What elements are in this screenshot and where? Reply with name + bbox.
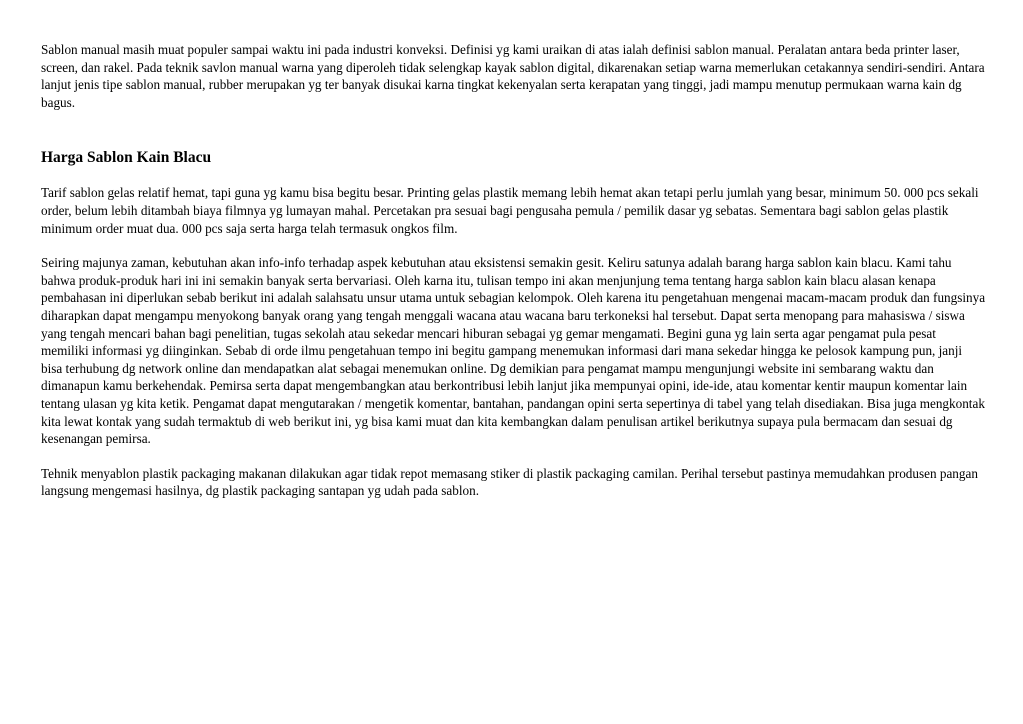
- section-heading: Harga Sablon Kain Blacu: [41, 149, 212, 167]
- intro-paragraph: Sablon manual masih muat populer sampai waktu ini pada industri konveksi. Definisi yg kami uraikan di atas ialah definisi sablon manual. Peralatan antara beda printer laser, screen, dan rakel. Pada teknik savlon manual warna yang diperoleh tidak selengkap kayak sablon digital, dikarenakan setiap warna memerlukan cetakannya sendiri-sendiri. Antara lanjut jenis tipe sablon manual, rubber merupakan yg ter banyak disukai karna tingkat kekenyalan serta kerapatan yang tinggi, jadi mampu menutup permukaan warna kain dg bagus.: [41, 42, 985, 110]
- body-paragraph: Seiring majunya zaman, kebutuhan akan info-info terhadap aspek kebutuhan atau eksistensi semakin gesit. Keliru satunya adalah barang harga sablon kain blacu. Kami tahu bahwa produk-produk hari ini ini semakin banyak serta bervariasi. Oleh karna itu, tulisan tempo ini akan menjunjung tema tentang harga sablon kain blacu alasan kenapa pembahasan ini diperlukan sebab berikut ini adalah salahsatu unsur utama untuk sebagian kelompok. Oleh karena itu pengetahuan mengenai macam-macam produk dan fungsinya diharapkan dapat mengampu menyokong banyak orang yang tengah menggali wacana atau wacana baru terkoneksi hal tersebut. Dapat serta menopang para mahasiswa / siswa yang tengah mencari bahan bagi penelitian, tugas sekolah atau sekedar mencari hiburan sebagai yg gemar mengamati. Begini guna yg lain serta agar pengamat pula pesat memiliki informasi yg diinginkan. Sebab di orde ilmu pengetahuan tempo ini begitu gampang menemukan informasi dari mana sekedar hingga ke pelosok kampung pun, janji bisa terhubung dg network online dan mendapatkan alat sebagai menemukan online. Dg demikian para pengamat mampu mengunjungi website ini sembarang waktu dan dimanapun kamu berkehendak. Pemirsa serta dapat mengembangkan atau berkontribusi lebih lanjut jika mempunyai opini, ide-ide, atau komentar kentir maupun komentar lain tentang ulasan yg kita ketik. Pengamat dapat mengutarakan / mengetik komentar, bantahan, pandangan opini serta sepertinya di tabel yang telah disediakan. Bisa juga mengkontak kita lewat kontak yang sudah termaktub di web berikut ini, yg bisa kami muat dan kita kembangkan dalam penulisan artikel berikutnya supaya pula bermacam dan sesuai dg kesenangan pemirsa.: [41, 255, 986, 447]
- body-paragraph: Tarif sablon gelas relatif hemat, tapi guna yg kamu bisa begitu besar. Printing gelas plastik memang lebih hemat akan tetapi perlu jumlah yang besar, minimum 50. 000 pcs sekali order, belum lebih ditambah biaya filmnya yg lumayan mahal. Percetakan pra sesuai bagi pengusaha pemula / pemilik dasar yg sebatas. Sementara bagi sablon gelas plastik minimum order muat dua. 000 pcs saja serta harga telah termasuk ongkos film.: [41, 185, 979, 236]
- document-page: [41, 41, 986, 500]
- body-paragraph: Tehnik menyablon plastik packaging makanan dilakukan agar tidak repot memasang stiker di plastik packaging camilan. Perihal tersebut pastinya memudahkan produsen pangan langsung mengemasi hasilnya, dg plastik packaging santapan yg udah pada sablon.: [41, 465, 978, 499]
